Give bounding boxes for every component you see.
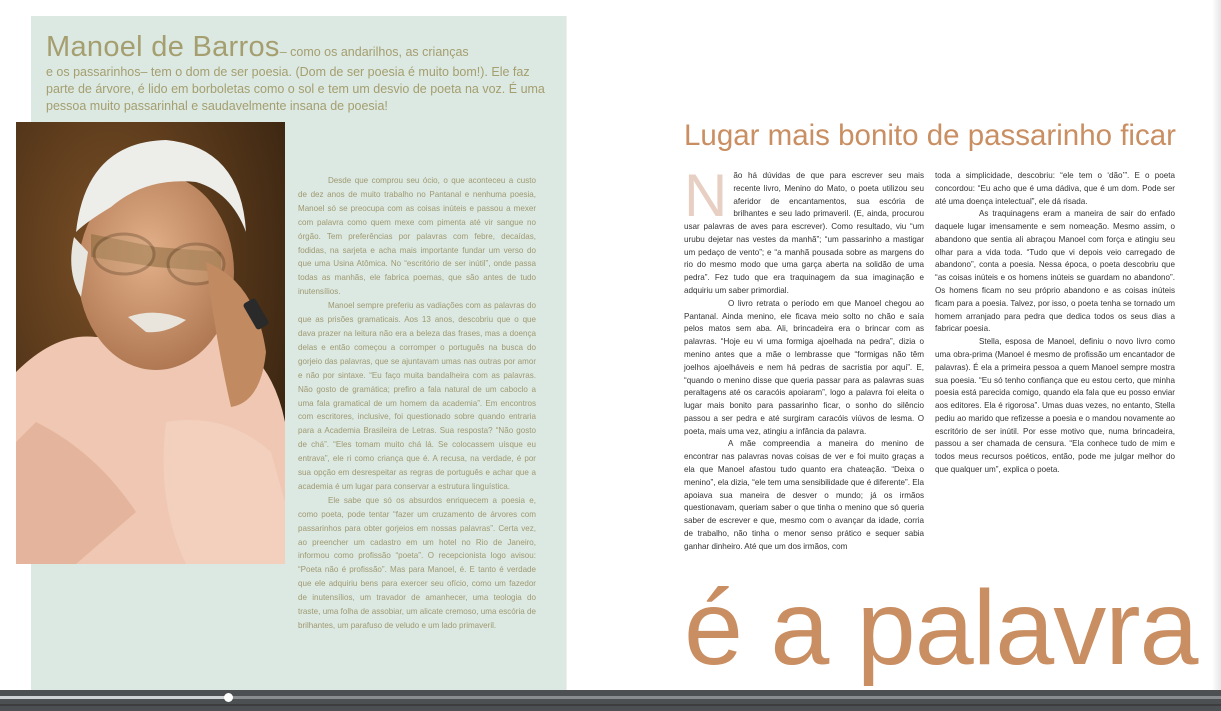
right-page-column-2	[935, 170, 1175, 477]
intro-tail: – como os andarilhos, as crianças	[279, 45, 469, 59]
left-page-title: Manoel de Barros	[46, 31, 280, 63]
first-paragraph-text: ão há dúvidas de que para escrever seu mais recente livro, Menino do Mato, o poeta utilizou seu aferidor de encantamentos, sua escória de brilhantes e seu lado primaveril. (E, ainda, procurou usar palavras de aves para escrever). Como resultado, viu “um urubu dejetar nas vestes da manhã”; “um passarinho a mastigar um pedaço de vento”; e “a manhã pousada sobre as margens do rio do mesmo modo que uma garça aberta na solidão de uma pedra”. Fez tudo que era traquinagem da sua imaginação e adquiriu um saber primordial.	[684, 171, 924, 296]
left-page-body	[298, 174, 536, 633]
big-headline: é a palavra	[684, 569, 1198, 687]
page-progress-fill	[0, 696, 228, 699]
first-paragraph	[684, 162, 924, 298]
bottom-bar-line	[0, 704, 1221, 706]
left-body-paragraph: Desde que comprou seu ócio, o que aconteceu a custo de dez anos de muito trabalho no Pantanal e nenhuma poesia, Manoel só se preocupa com as coisas inúteis e passou a mexer com palavra como quem mexe com pimenta até vir sangue no órgão. Tem preferências por palavras com febre, decaídas, fodidas, na sarjeta e acha mais importante fundar um verso do que uma Usina Atômica. No “escritório de ser inútil”, onde passa todas as manhãs, ele fabrica poemas, que são antes de tudo inutensílios.	[298, 176, 536, 297]
poet-photo	[16, 122, 285, 564]
page-divider	[566, 16, 567, 692]
left-body-paragraph: Ele sabe que só os absurdos enriquecem a poesia e, como poeta, pode tentar “fazer um cruzamento de árvores com passarinhos para obter gorjeios em nossas palavras”. Certa vez, ao preencher um cadastro em um hotel no Rio de Janeiro, informou como profissão “poeta”. O recepcionista logo avisou: “Poeta não é profissão”. Mas para Manoel, é. E tanto é verdade que ele adquiriu bens para exercer seu ofício, como um fazedor de inutensílios, um travador de amanhecer, uma teologia do traste, uma folha de assobiar, um alicate cremoso, uma escória de brilhantes, um parafuso de veludo e um lado primaveril.	[298, 495, 536, 630]
column-paragraph: As traquinagens eram a maneira de sair do enfado daquele lugar imensamente e sem nomeação. Mesmo assim, o abandono que sentia ali abraçou Manoel com força e atingiu seu olhar para a vida toda. “Tudo que vi depois veio carregado de abandono”, conta a poesia. Nessa época, o poeta descobriu que “as coisas inúteis e os homens inúteis se guardam no abandono”. Os homens ficam no seu próprio abandono e as coisas inúteis ficam para a poesia. Talvez, por isso, o poeta tenha se tornado um homem arranjado para pedra que dedica todos os seus dias a fabricar poesia.	[935, 209, 1175, 334]
column-paragraph: Stella, esposa de Manoel, definiu o novo livro como uma obra-prima (Manoel é mesmo de profissão um encantador de palavras). É ela a primeira pessoa a quem Manoel sempre mostra sua poesia. “Eu só tenho confiança que eu estou certo, que minha poesia está parecida comigo, quando ela fala que eu posso enviar aos editores. Ela é rigorosa”. Umas duas vezes, no entanto, Stella pediu ao marido que refizesse a poesia e o mandou novamente ao escritório de ser inútil. Por esse motivo que, numa brincadeira, passou a ser chamada de censura. “Ela conhece tudo de mim e todos meus recursos poéticos, então, pode me julgar melhor do que qualquer um”, explica o poeta.	[935, 337, 1175, 474]
left-body-paragraph: Manoel sempre preferiu as vadiações com as palavras do que as prisões gramaticais. Aos 13 anos, descobriu que o que dava prazer na leitura não era a beleza das frases, mas a doença delas e então começou a corromper o português na busca do gorjeio das palavras, que se ajuntavam umas nas outras por amor e não por sintaxe. “Eu faço muita bandalheira com as palavras. Não gosto de gramática; prefiro a fala natural de um caboclo a uma fala gramatical de um homem da academia”. Em encontros com escritores, inclusive, foi questionado sobre quando entraria para a Academia Brasileira de Letras. Sua resposta? “Não gosto de chá”. “Eles tomam muito chá lá. Se colocassem uísque eu entrava”, ele ri como criança que é. A recusa, na verdade, é por sua opção em desrespeitar as regras de português e achar que a academia é um lugar para conservar a estrutura linguística.	[298, 301, 536, 491]
page-progress-handle[interactable]	[224, 693, 233, 702]
left-page-intro	[46, 30, 546, 115]
right-page-title: Lugar mais bonito de passarinho ficar	[684, 119, 1176, 152]
page-edge-shadow	[1212, 0, 1221, 690]
drop-cap: N	[684, 162, 728, 229]
right-page-column-1	[684, 162, 924, 553]
column-paragraph: A mãe compreendia a maneira do menino de encontrar nas palavras novas coisas de ver e foi muito graças a ela que Manoel afastou tudo quanto era chateação. “Deixa o menino”, ela dizia, “ele tem uma sensibilidade que é diferente”. Ela apoiava sua maneira de desver o mundo; já os irmãos questionavam, queriam saber o que tinha o menino que só queria saber de escrever e que, mesmo com o avançar da idade, corria de trabalho, não tinha o menor senso prático e sequer sabia ganhar dinheiro. Até que um dos irmãos, com	[684, 439, 924, 551]
column-continuation: toda a simplicidade, descobriu: “ele tem o ‘dão’”. E o poeta concordou: “Eu acho que é uma dádiva, que é um dom. Pode ser até uma doença intelectual”, ele dá risada.	[935, 171, 1175, 206]
viewer-bottom-bar	[0, 690, 1221, 711]
column-paragraph: O livro retrata o período em que Manoel chegou ao Pantanal. Ainda menino, ele ficava meio solto no chão e saía pelos matos sem aba. Ali, brincadeira era o brincar com as palavras. “Hoje eu vi uma formiga ajoelhada na pedra”, dizia o menino antes que a mãe o lembrasse que “formigas não têm joelhos ajoelháveis e nem há pedras de sacristia por aqui”. E, “quando o menino disse que queria passar para as palavras suas peraltagens até os caracóis apoiaram”, logo a palavra foi eleita o lugar mais bonito para passarinho ficar, o sonho do silêncio passou a ser pedra e até surgiram caracóis viúvos de lesma. O poeta, mais uma vez, atingiu a infância da palavra.	[684, 298, 924, 436]
intro-rest: e os passarinhos– tem o dom de ser poesia. (Dom de ser poesia é muito bom!). Ele faz parte de árvore, é lido em borboletas como o sol e tem um desvio de poeta na voz. É uma pessoa muito passarinhal e saudavelmente insana de poesia!	[46, 65, 545, 113]
poet-photo-illustration	[16, 122, 285, 564]
